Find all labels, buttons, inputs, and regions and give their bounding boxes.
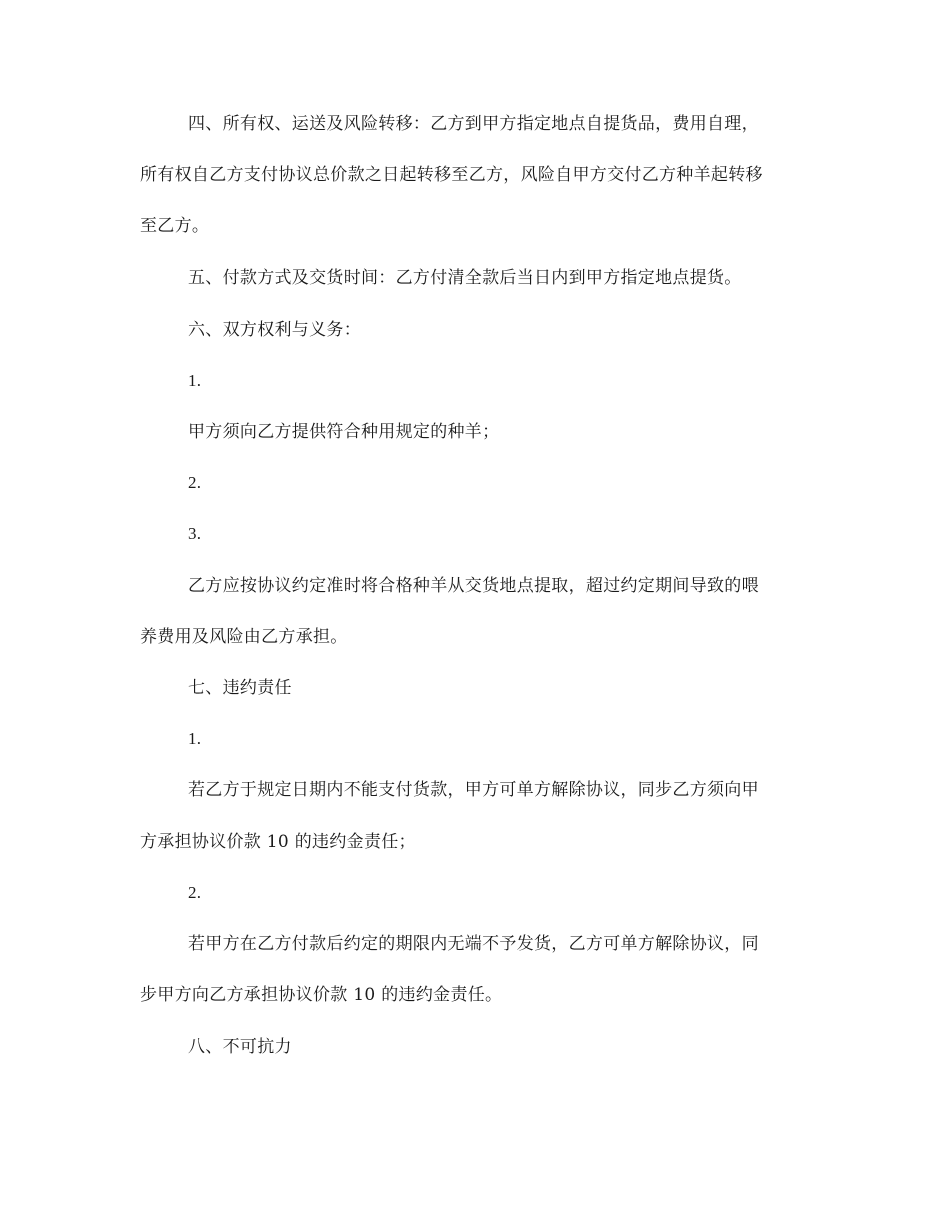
section-6-heading: 六、双方权利与义务：: [188, 320, 361, 340]
section-6-item-3-text-line-1: 乙方应按协议约定准时将合格种羊从交货地点提取，超过约定期间导致的喂: [188, 576, 759, 596]
section-6-item-1-text: 甲方须向乙方提供符合种用规定的种羊；: [188, 422, 500, 442]
section-7-item-2-text-line-1: 若甲方在乙方付款后约定的期限内无端不予发货，乙方可单方解除协议，同: [188, 934, 759, 954]
section-7-item-1-text-line-1: 若乙方于规定日期内不能支付货款，甲方可单方解除协议，同步乙方须向甲: [188, 780, 759, 800]
section-4-line-3: 至乙方。: [140, 216, 210, 236]
section-7-item-2-number: 2.: [188, 883, 202, 902]
section-7-heading: 七、违约责任: [188, 678, 292, 698]
section-6-item-3-number: 3.: [188, 524, 202, 543]
section-7-item-1-text-line-2: 方承担协议价款 10 的违约金责任；: [140, 832, 416, 852]
section-7-item-2-text-line-2: 步甲方向乙方承担协议价款 10 的违约金责任。: [140, 985, 503, 1005]
section-6-item-2-number: 2.: [188, 473, 202, 492]
section-6-item-1-number: 1.: [188, 371, 202, 390]
section-4-line-2: 所有权自乙方支付协议总价款之日起转移至乙方，风险自甲方交付乙方种羊起转移: [140, 165, 763, 185]
section-7-item-1-number: 1.: [188, 729, 202, 748]
section-6-item-3-text-line-2: 养费用及风险由乙方承担。: [140, 627, 348, 647]
section-5-line: 五、付款方式及交货时间：乙方付清全款后当日内到甲方指定地点提货。: [188, 268, 742, 288]
section-4-line-1: 四、所有权、运送及风险转移：乙方到甲方指定地点自提货品，费用自理，: [188, 114, 759, 134]
section-8-heading: 八、不可抗力: [188, 1037, 292, 1057]
